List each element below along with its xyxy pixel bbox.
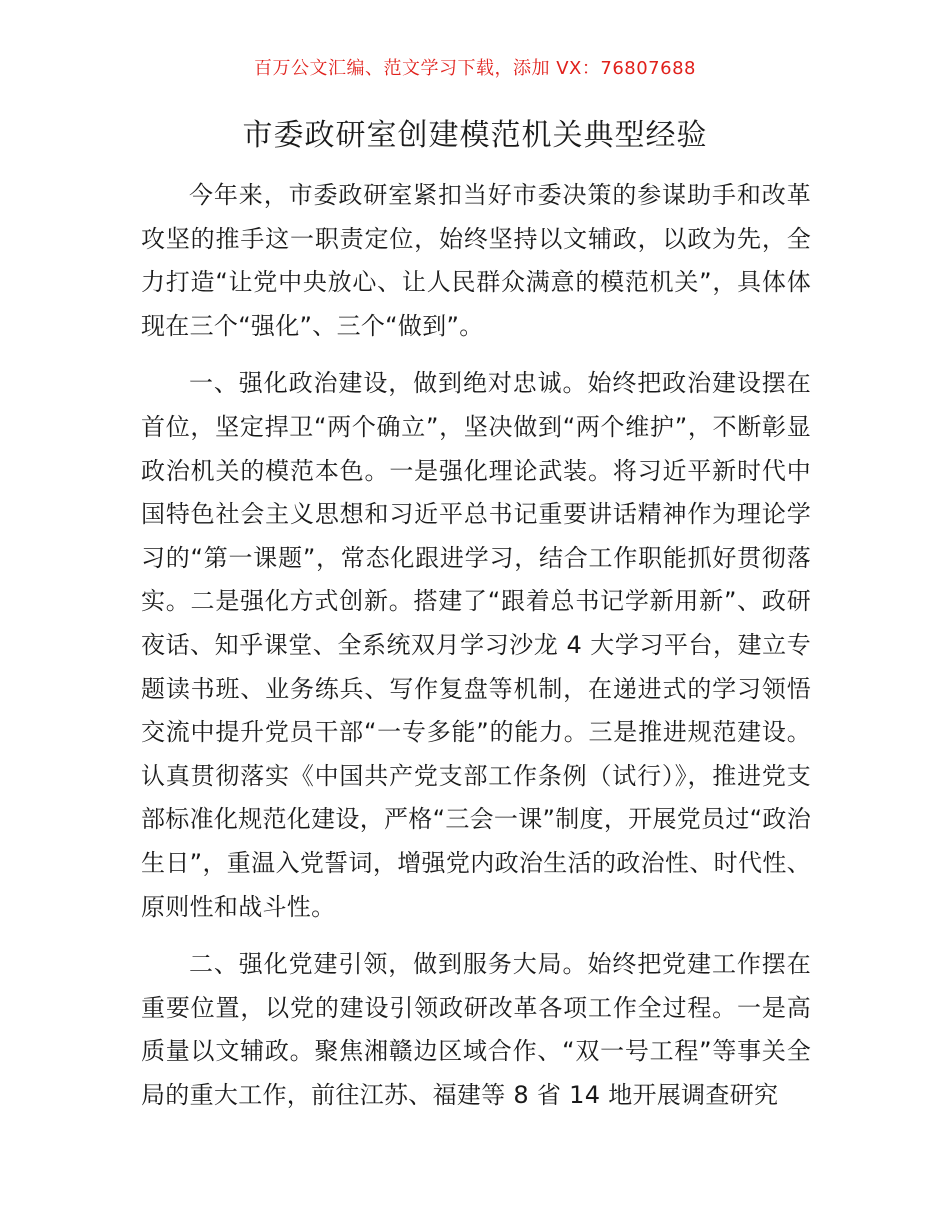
paragraph-intro: 今年来，市委政研室紧扣当好市委决策的参谋助手和改革攻坚的推手这一职责定位，始终坚持以文辅政，以政为先，全力打造“让党中央放心、让人民群众满意的模范机关”，具体体现在三个“强化”、三个“做到”。 (141, 181, 811, 340)
document-body (141, 174, 811, 1131)
document-title: 市委政研室创建模范机关典型经验 (242, 118, 708, 153)
header-banner: 百万公文汇编、范文学习下载，添加 VX：76807688 (254, 58, 696, 79)
paragraph-section-1: 一、强化政治建设，做到绝对忠诚。始终把政治建设摆在首位，坚定捍卫“两个确立”，坚决做到“两个维护”，不断彰显政治机关的模范本色。一是强化理论武装。将习近平新时代中国特色社会主义思想和习近平总书记重要讲话精神作为理论学习的“第一课题”，常态化跟进学习，结合工作职能抓好贯彻落实。二是强化方式创新。搭建了“跟着总书记学新用新”、政研夜话、知乎课堂、全系统双月学习沙龙 4 大学习平台，建立专题读书班、业务练兵、写作复盘等机制，在递进式的学习领悟交流中提升党员干部“一专多能”的能力。三是推进规范建设。认真贯彻落实《中国共产党支部工作条例（试行）》，推进党支部标准化规范化建设，严格“三会一课”制度，开展党员过“政治生日”，重温入党誓词，增强党内政治生活的政治性、时代性、原则性和战斗性。 (141, 369, 811, 921)
paragraph-section-2: 二、强化党建引领，做到服务大局。始终把党建工作摆在重要位置，以党的建设引领政研改革各项工作全过程。一是高质量以文辅政。聚焦湘赣边区域合作、“双一号工程”等事关全局的重大工作，前往江苏、福建等 8 省 14 地开展调查研究 (141, 950, 811, 1109)
